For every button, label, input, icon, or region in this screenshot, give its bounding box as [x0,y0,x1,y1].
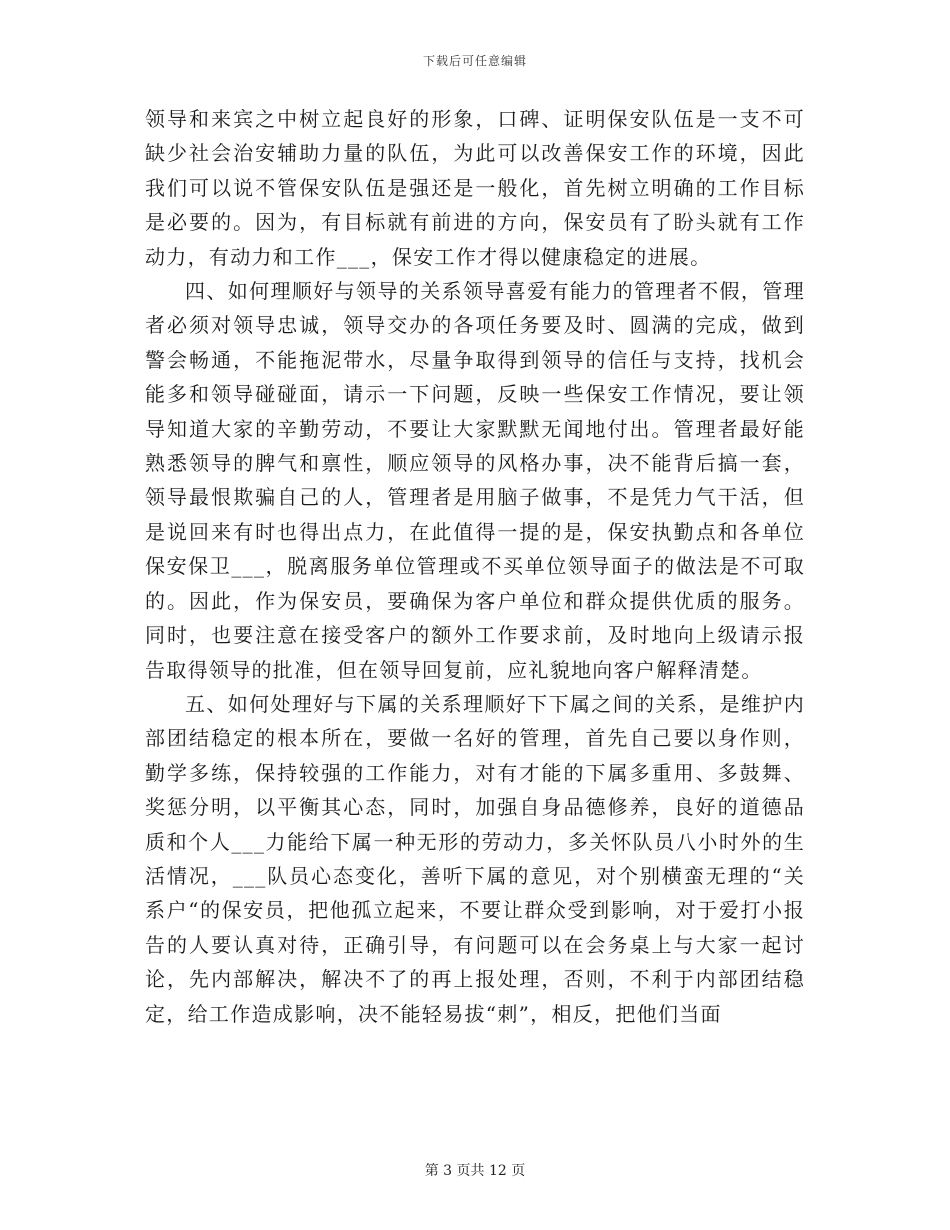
page-number: 第 3 页共 12 页 [424,1163,526,1179]
document-body [145,102,805,1031]
paragraph-section-four: 四、如何理顺好与领导的关系领导喜爱有能力的管理者不假，管理者必须对领导忠诚，领导交办的各项任务要及时、圆满的完成，做到警会畅通，不能拖泥带水，尽量争取得到领导的信任与支持，找机会能多和领导碰碰面，请示一下问题，反映一些保安工作情况，要让领导知道大家的辛勤劳动，不要让大家默默无闻地付出。管理者最好能熟悉领导的脾气和禀性，顺应领导的风格办事，决不能背后搞一套，领导最恨欺骗自己的人，管理者是用脑子做事，不是凭力气干活，但是说回来有时也得出点力，在此值得一提的是，保安执勤点和各单位保安保卫___，脱离服务单位管理或不买单位领导面子的做法是不可取的。因此，作为保安员，要确保为客户单位和群众提供优质的服务。同时，也要注意在接受客户的额外工作要求前，及时地向上级请示报告取得领导的批准，但在领导回复前，应礼貌地向客户解释清楚。 [145,279,805,682]
paragraph-section-five: 五、如何处理好与下属的关系理顺好下下属之间的关系，是维护内部团结稳定的根本所在，要做一名好的管理，首先自己要以身作则，勤学多练，保持较强的工作能力，对有才能的下属多重用、多鼓舞、奖惩分明，以平衡其心态，同时，加强自身品德修养，良好的道德品质和个人___力能给下属一种无形的劳动力，多关怀队员八小时外的生活情况，___队员心态变化，善听下属的意见，对个别横蛮无理的“关系户“的保安员，把他孤立起来，不要让群众受到影响，对于爱打小报告的人要认真对待，正确引导，有问题可以在会务桌上与大家一起讨论，先内部解决，解决不了的再上报处理，否则，不利于内部团结稳定，给工作造成影响，决不能轻易拔“刺”，相反，把他们当面 [145,691,805,1026]
page-header: 下载后可任意编辑 [422,54,527,68]
paragraph-continuation: 领导和来宾之中树立起良好的形象，口碑、证明保安队伍是一支不可缺少社会治安辅助力量的队伍，为此可以改善保安工作的环境，因此我们可以说不管保安队伍是强还是一般化，首先树立明确的工作目标是必要的。因为，有目标就有前进的方向，保安员有了盼头就有工作动力，有动力和工作___，保安工作才得以健康稳定的进展。 [145,107,805,269]
